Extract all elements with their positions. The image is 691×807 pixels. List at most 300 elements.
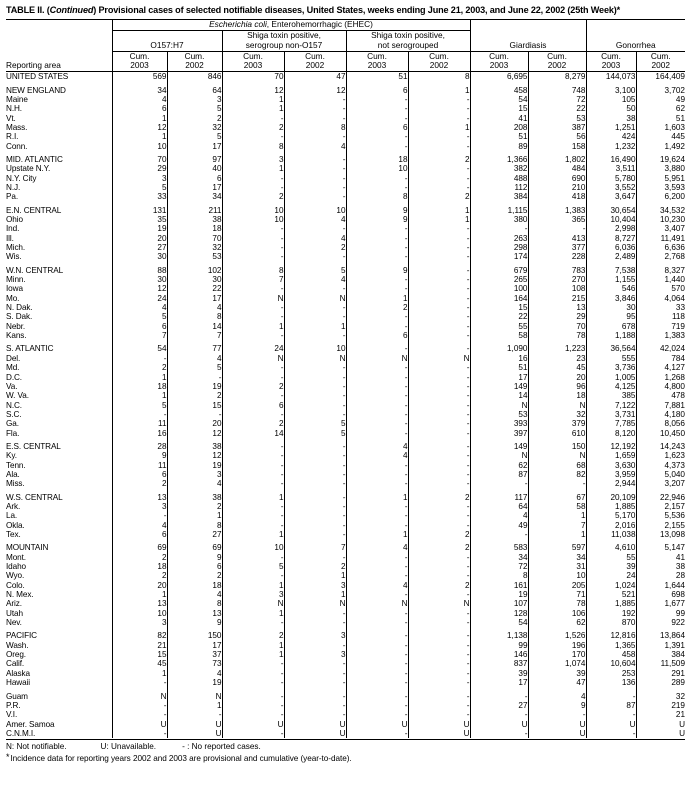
table-row <box>6 275 685 284</box>
table-row <box>6 266 685 275</box>
row-value-cell: - <box>222 553 284 562</box>
header-row-columns <box>6 51 685 72</box>
row-value-cell: 4 <box>284 215 346 224</box>
row-value-cell: 50 <box>626 104 636 114</box>
row-value-cell: 56 <box>528 132 586 141</box>
ehec-rest-label: , Enterohemorrhagic (EHEC) <box>266 19 373 30</box>
row-value-cell: - <box>284 252 346 261</box>
row-value-cell: - <box>528 479 586 488</box>
row-value-cell: 8 <box>408 72 470 82</box>
row-reporting-area: Ill. <box>6 233 14 243</box>
row-value-cell: 105 <box>621 94 636 104</box>
row-value-cell: 69 <box>112 543 167 552</box>
row-value-cell: U <box>112 720 167 729</box>
table-body <box>6 72 685 739</box>
row-value-cell: 2 <box>346 303 408 312</box>
row-value-cell: 365 <box>528 215 586 224</box>
row-value-cell: 6 <box>346 123 408 132</box>
row-value-cell: 1,232 <box>615 141 636 151</box>
row-value-cell: 146 <box>513 650 528 660</box>
row-value-cell: - <box>222 234 284 243</box>
row-value-cell: - <box>222 461 284 470</box>
row-value-cell: U <box>284 720 346 729</box>
row-value-cell: 11,038 <box>611 530 636 539</box>
row-value-cell: 23 <box>528 354 586 363</box>
row-value-cell: 3,702 <box>636 86 685 95</box>
row-value-cell: - <box>112 410 167 419</box>
row-value-cell: - <box>167 373 222 382</box>
header-subgroup-o157h7 <box>112 31 222 52</box>
col-giardiasis-2003 <box>470 51 528 72</box>
row-value-cell: 7 <box>112 331 167 340</box>
row-value-cell: 39 <box>518 668 528 678</box>
row-value-cell: - <box>528 224 586 233</box>
row-value-cell: 8 <box>346 192 408 201</box>
row-reporting-area: C.N.M.I. <box>6 728 36 738</box>
row-value-cell: 24 <box>112 294 167 303</box>
year-label: 2002 <box>429 60 449 71</box>
row-value-cell: - <box>346 391 408 400</box>
row-value-cell: - <box>222 692 284 701</box>
row-value-cell: 1,644 <box>636 581 685 590</box>
row-value-cell: 3 <box>167 470 222 479</box>
row-value-cell: 253 <box>621 668 636 678</box>
row-value-cell: 2,157 <box>636 502 685 511</box>
row-reporting-area: Vt. <box>6 113 16 123</box>
row-value-cell: 10,450 <box>636 429 685 438</box>
subgroup-not-serogrouped-line1: Shiga toxin positive, <box>371 30 445 40</box>
row-reporting-area: MOUNTAIN <box>6 543 49 553</box>
row-value-cell: - <box>408 104 470 113</box>
col-non-o157-2002 <box>284 51 346 72</box>
row-value-cell: 4 <box>346 451 408 460</box>
row-value-cell: - <box>346 363 408 372</box>
row-reporting-area: Ohio <box>6 215 23 224</box>
row-value-cell: - <box>408 618 470 627</box>
row-value-cell: - <box>346 479 408 488</box>
row-value-cell: 70 <box>528 322 586 331</box>
row-value-cell: U <box>284 729 346 738</box>
row-value-cell: 22 <box>518 312 528 322</box>
row-value-cell: 49 <box>518 520 528 530</box>
table-row <box>6 571 685 580</box>
row-value-cell: - <box>346 234 408 243</box>
row-value-cell: 1 <box>528 511 586 520</box>
row-value-cell: 54 <box>518 618 528 628</box>
subgroup-not-serogrouped-line2: not serogrouped <box>377 39 439 50</box>
row-value-cell: - <box>524 479 528 489</box>
row-value-cell: 35 <box>112 215 167 224</box>
row-value-cell: - <box>408 224 470 233</box>
row-value-cell: - <box>222 252 284 261</box>
row-value-cell: - <box>222 174 284 183</box>
table-row <box>6 511 685 520</box>
row-value-cell: 2 <box>167 114 222 123</box>
row-value-cell: 9 <box>167 618 222 627</box>
row-value-cell: - <box>222 710 284 719</box>
table-row <box>6 331 685 340</box>
row-value-cell: 12 <box>167 429 222 438</box>
row-value-cell: N <box>284 294 346 303</box>
row-value-cell: - <box>346 641 408 650</box>
row-reporting-area: Tex. <box>6 530 21 539</box>
row-value-cell: 3 <box>284 631 346 640</box>
row-value-cell: 1,251 <box>615 122 636 132</box>
row-reporting-area: N.J. <box>6 182 21 192</box>
row-value-cell: 8 <box>222 142 284 151</box>
table-row <box>6 442 685 451</box>
row-value-cell: 15 <box>518 104 528 114</box>
row-value-cell: 3 <box>222 590 284 599</box>
row-reporting-area: Calif. <box>6 659 25 669</box>
row-value-cell: - <box>346 224 408 233</box>
row-value-cell: - <box>222 363 284 372</box>
row-value-cell: 161 <box>513 580 528 590</box>
row-value-cell: U <box>167 729 222 738</box>
row-value-cell: 4 <box>346 581 408 590</box>
row-value-cell: - <box>284 618 346 627</box>
row-value-cell: 10 <box>222 215 284 224</box>
row-value-cell: 38 <box>167 215 222 224</box>
row-value-cell: - <box>408 669 470 678</box>
row-value-cell: 5 <box>112 401 167 410</box>
asterisk-icon: * <box>6 752 10 763</box>
row-value-cell: 99 <box>636 609 685 618</box>
row-reporting-area: Wis. <box>6 252 22 262</box>
row-value-cell: 3,846 <box>615 293 636 303</box>
row-value-cell: N <box>521 400 528 410</box>
row-value-cell: 2 <box>167 391 222 400</box>
row-value-cell: U <box>408 729 470 738</box>
row-value-cell: - <box>408 373 470 382</box>
row-value-cell: 5 <box>112 183 167 192</box>
row-value-cell: 12 <box>112 123 167 132</box>
row-value-cell: 2,998 <box>615 224 636 234</box>
row-value-cell: 18 <box>528 391 586 400</box>
row-value-cell: 698 <box>636 590 685 599</box>
row-value-cell: 18 <box>112 382 167 391</box>
row-value-cell: - <box>346 410 408 419</box>
table-row <box>6 609 685 618</box>
row-value-cell: 2 <box>222 192 284 201</box>
row-value-cell: 5,951 <box>636 174 685 183</box>
row-value-cell: 569 <box>112 72 167 82</box>
row-value-cell: 5,147 <box>636 543 685 552</box>
row-value-cell: - <box>346 312 408 321</box>
row-value-cell: 215 <box>528 294 586 303</box>
table-row <box>6 562 685 571</box>
row-value-cell: 40 <box>167 164 222 173</box>
row-reporting-area: Del. <box>6 353 21 363</box>
row-value-cell: - <box>222 224 284 233</box>
row-value-cell: 10 <box>284 206 346 215</box>
row-value-cell: 570 <box>636 284 685 293</box>
row-value-cell: - <box>222 373 284 382</box>
row-value-cell: 1,802 <box>528 155 586 164</box>
row-reporting-area: La. <box>6 511 18 521</box>
row-value-cell: 10,604 <box>610 659 636 669</box>
row-value-cell: 47 <box>284 72 346 82</box>
table-row <box>6 243 685 252</box>
row-value-cell: 31 <box>528 562 586 571</box>
row-value-cell: 5 <box>284 266 346 275</box>
row-value-cell: 12,192 <box>610 441 636 451</box>
table-row <box>6 192 685 201</box>
row-value-cell: - <box>346 132 408 141</box>
row-value-cell: 1 <box>408 206 470 215</box>
row-value-cell: U <box>408 720 470 729</box>
row-value-cell: 2 <box>284 562 346 571</box>
row-value-cell: 2 <box>222 123 284 132</box>
row-value-cell: 21 <box>112 641 167 650</box>
header-row-subgroups <box>6 31 685 52</box>
row-value-cell: - <box>524 728 528 738</box>
row-value-cell: 17 <box>167 294 222 303</box>
row-value-cell: 136 <box>621 678 636 688</box>
row-value-cell: - <box>346 114 408 123</box>
row-value-cell: 445 <box>636 132 685 141</box>
row-value-cell: 37 <box>167 650 222 659</box>
row-value-cell: 71 <box>528 590 586 599</box>
row-value-cell: 24 <box>222 344 284 353</box>
row-value-cell: - <box>346 609 408 618</box>
row-value-cell: 87 <box>626 700 636 710</box>
row-value-cell: 174 <box>513 252 528 262</box>
row-value-cell: 1 <box>222 650 284 659</box>
footnote-not-notifiable: N: Not notifiable. <box>6 742 67 752</box>
row-reporting-area: Tenn. <box>6 460 26 470</box>
row-reporting-area: PACIFIC <box>6 631 37 641</box>
row-value-cell: - <box>284 521 346 530</box>
row-value-cell: 51 <box>636 114 685 123</box>
row-value-cell: 18 <box>167 224 222 233</box>
row-value-cell: 29 <box>112 164 167 173</box>
row-value-cell: 783 <box>528 266 586 275</box>
cum-label: Cum. <box>367 50 387 61</box>
row-value-cell: 2,489 <box>615 252 636 262</box>
row-value-cell: - <box>284 174 346 183</box>
footnote-legend-line <box>6 742 685 752</box>
row-value-cell: 690 <box>528 174 586 183</box>
row-value-cell: 1,603 <box>636 123 685 132</box>
row-value-cell: 19 <box>112 224 167 233</box>
row-value-cell: 2 <box>112 553 167 562</box>
row-value-cell: - <box>408 553 470 562</box>
row-value-cell: 30,654 <box>610 205 636 215</box>
row-value-cell: 2 <box>167 502 222 511</box>
row-value-cell: 583 <box>513 543 528 553</box>
table-row <box>6 659 685 668</box>
subgroup-o157h7-line2: O157:H7 <box>150 39 184 50</box>
row-value-cell: 4,800 <box>636 382 685 391</box>
row-value-cell: 1,391 <box>636 641 685 650</box>
row-reporting-area: Miss. <box>6 479 25 489</box>
row-value-cell: 144,073 <box>605 72 636 82</box>
row-value-cell: 67 <box>528 493 586 502</box>
row-value-cell: - <box>284 312 346 321</box>
row-value-cell: 70 <box>112 155 167 164</box>
row-value-cell: 73 <box>167 659 222 668</box>
year-label: 2003 <box>601 60 621 71</box>
row-value-cell: 6 <box>112 470 167 479</box>
row-value-cell: 12 <box>167 451 222 460</box>
table-row <box>6 95 685 104</box>
row-value-cell: N <box>346 599 408 608</box>
row-value-cell: - <box>408 470 470 479</box>
row-value-cell: 68 <box>528 461 586 470</box>
row-value-cell: U <box>636 720 685 729</box>
row-value-cell: - <box>284 701 346 710</box>
row-value-cell: 4 <box>528 692 586 701</box>
row-value-cell: 5 <box>284 429 346 438</box>
row-value-cell: U <box>528 720 586 729</box>
table-row <box>6 344 685 353</box>
row-value-cell: N <box>284 354 346 363</box>
row-value-cell: 29 <box>528 312 586 321</box>
table-row <box>6 72 685 82</box>
row-value-cell: - <box>284 164 346 173</box>
row-reporting-area: S. ATLANTIC <box>6 344 54 354</box>
row-value-cell: - <box>284 710 346 719</box>
row-value-cell: 3,552 <box>615 182 636 192</box>
header-disease-giardiasis: Giardiasis <box>470 31 586 52</box>
row-value-cell: - <box>346 571 408 580</box>
row-value-cell: N <box>167 692 222 701</box>
row-value-cell: 34 <box>518 552 528 562</box>
row-value-cell: 2,944 <box>615 479 636 489</box>
row-value-cell: 58 <box>528 502 586 511</box>
row-value-cell: 8 <box>167 312 222 321</box>
row-value-cell: - <box>284 132 346 141</box>
row-value-cell: 208 <box>513 122 528 132</box>
row-value-cell: 8 <box>222 266 284 275</box>
row-value-cell: 2,768 <box>636 252 685 261</box>
row-value-cell: 1 <box>528 530 586 539</box>
row-reporting-area: Md. <box>6 363 20 373</box>
row-value-cell: 6,200 <box>636 192 685 201</box>
row-value-cell: 458 <box>621 650 636 660</box>
row-reporting-area: D.C. <box>6 372 22 382</box>
row-reporting-area: Fla. <box>6 428 20 438</box>
row-value-cell: 158 <box>528 142 586 151</box>
row-value-cell: 4 <box>346 442 408 451</box>
row-value-cell: - <box>112 511 167 520</box>
row-value-cell: 597 <box>528 543 586 552</box>
row-value-cell: 2 <box>408 530 470 539</box>
row-value-cell: 20 <box>112 581 167 590</box>
row-value-cell: 53 <box>528 114 586 123</box>
row-value-cell: - <box>346 275 408 284</box>
row-value-cell: 2 <box>112 363 167 372</box>
row-value-cell: - <box>346 104 408 113</box>
cum-label: Cum. <box>429 50 449 61</box>
col-o157h7-2002 <box>167 51 222 72</box>
row-value-cell: 16 <box>518 353 528 363</box>
header-corner-blank <box>6 20 112 31</box>
row-reporting-area: Minn. <box>6 275 26 285</box>
row-reporting-area: MID. ATLANTIC <box>6 154 63 164</box>
row-value-cell: 77 <box>167 344 222 353</box>
row-reporting-area: Nebr. <box>6 321 26 331</box>
row-value-cell: 149 <box>513 441 528 451</box>
row-value-cell: 62 <box>636 104 685 113</box>
row-value-cell: 17 <box>518 372 528 382</box>
row-value-cell: - <box>284 659 346 668</box>
row-value-cell: 82 <box>528 470 586 479</box>
row-value-cell: 3 <box>112 174 167 183</box>
row-value-cell: 3,736 <box>615 363 636 373</box>
table-row <box>6 419 685 428</box>
row-value-cell: - <box>408 562 470 571</box>
row-value-cell: 4 <box>346 543 408 552</box>
row-value-cell: - <box>222 114 284 123</box>
footnotes <box>6 742 685 764</box>
row-value-cell: 1,885 <box>615 599 636 609</box>
row-value-cell: - <box>222 243 284 252</box>
row-value-cell: - <box>284 391 346 400</box>
title-prefix: TABLE II. ( <box>6 5 50 15</box>
row-value-cell: 96 <box>528 382 586 391</box>
row-value-cell: - <box>284 553 346 562</box>
row-value-cell: 205 <box>528 581 586 590</box>
row-reporting-area: Va. <box>6 381 18 391</box>
row-value-cell: 15 <box>112 650 167 659</box>
row-value-cell: - <box>284 493 346 502</box>
table-row <box>6 174 685 183</box>
table-row <box>6 252 685 261</box>
table-row <box>6 493 685 502</box>
row-value-cell: 196 <box>528 641 586 650</box>
table-row <box>6 234 685 243</box>
row-value-cell: - <box>284 382 346 391</box>
title-continued: Continued <box>49 5 94 15</box>
row-value-cell: 263 <box>513 233 528 243</box>
row-value-cell: - <box>284 192 346 201</box>
row-value-cell: 3,407 <box>636 224 685 233</box>
row-value-cell: - <box>284 461 346 470</box>
table-header <box>6 20 685 72</box>
row-value-cell: 1 <box>222 493 284 502</box>
row-value-cell: N <box>284 599 346 608</box>
row-value-cell: 55 <box>518 321 528 331</box>
table-row <box>6 410 685 419</box>
row-value-cell: 5,170 <box>615 511 636 521</box>
row-reporting-area: Idaho <box>6 562 26 572</box>
row-reporting-area: N.H. <box>6 104 22 114</box>
row-value-cell: 8 <box>167 521 222 530</box>
row-value-cell: 4 <box>167 590 222 599</box>
row-value-cell: 298 <box>513 243 528 253</box>
row-value-cell: 54 <box>518 94 528 104</box>
row-value-cell: - <box>284 511 346 520</box>
footnote-no-reported-cases: - : No reported cases. <box>182 742 261 752</box>
row-value-cell: 34 <box>528 553 586 562</box>
row-value-cell: 1 <box>346 530 408 539</box>
row-value-cell: 19 <box>167 382 222 391</box>
row-value-cell: 13,098 <box>636 530 685 539</box>
row-value-cell: 70 <box>222 72 284 82</box>
row-value-cell: N <box>408 354 470 363</box>
footnote-unavailable: U: Unavailable. <box>100 742 157 752</box>
footnote-incidence-text: Incidence data for reporting years 2002 and 2003 are provisional and cumulative (year-to-date). <box>10 754 352 764</box>
row-value-cell: 4 <box>167 479 222 488</box>
row-value-cell: - <box>222 678 284 687</box>
year-label: 2002 <box>305 60 325 71</box>
row-value-cell: 3 <box>222 155 284 164</box>
row-value-cell: - <box>408 410 470 419</box>
row-reporting-area: N.Y. City <box>6 173 37 183</box>
row-value-cell: 289 <box>636 678 685 687</box>
